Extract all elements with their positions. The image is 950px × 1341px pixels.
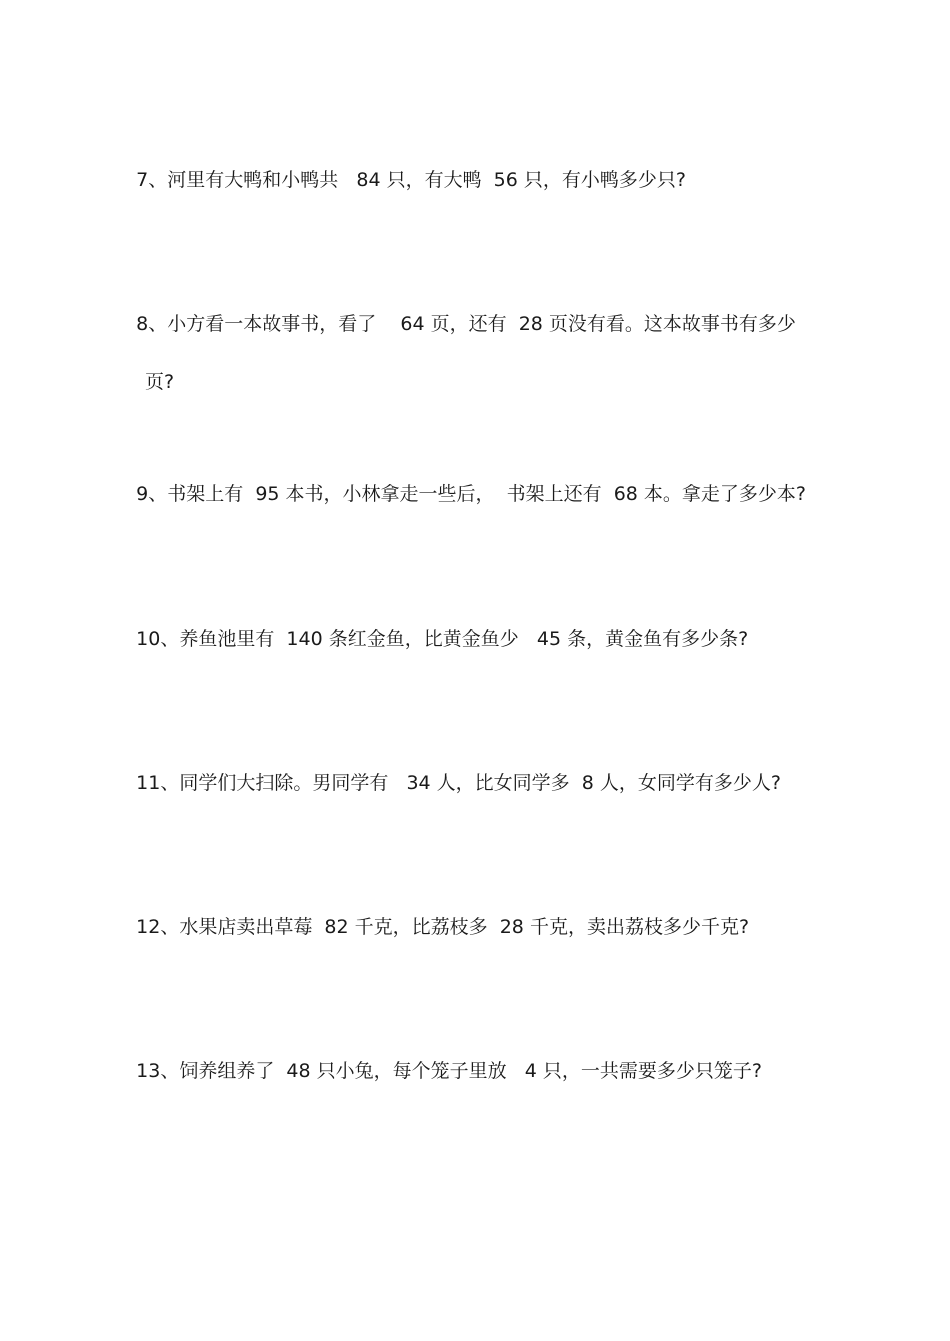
question-13 <box>112 1028 832 1115</box>
question-10 <box>112 596 832 683</box>
question-7-text: 7、河里有大鸭和小鸭共 84 只，有大鸭 56 只，有小鸭多少只? <box>136 169 686 191</box>
question-11 <box>112 740 832 827</box>
question-8-text-continued: 页? <box>145 371 175 393</box>
question-7 <box>112 137 832 224</box>
question-8 <box>112 281 832 455</box>
question-9-text: 9、书架上有 95 本书，小林拿走一些后， 书架上还有 68 本。拿走了多少本? <box>136 483 807 505</box>
question-8-text: 8、小方看一本故事书，看了 64 页，还有 28 页没有看。这本故事书有多少 <box>136 313 796 335</box>
question-12 <box>112 884 832 971</box>
question-12-text: 12、水果店卖出草莓 82 千克，比荔枝多 28 千克，卖出荔枝多少千克? <box>136 916 750 938</box>
question-9 <box>112 451 832 538</box>
question-10-text: 10、养鱼池里有 140 条红金鱼，比黄金鱼少 45 条，黄金鱼有多少条? <box>136 628 749 650</box>
question-11-text: 11、同学们大扫除。男同学有 34 人，比女同学多 8 人，女同学有多少人? <box>136 772 781 794</box>
question-13-text: 13、饲养组养了 48 只小兔，每个笼子里放 4 只，一共需要多少只笼子? <box>136 1060 762 1082</box>
